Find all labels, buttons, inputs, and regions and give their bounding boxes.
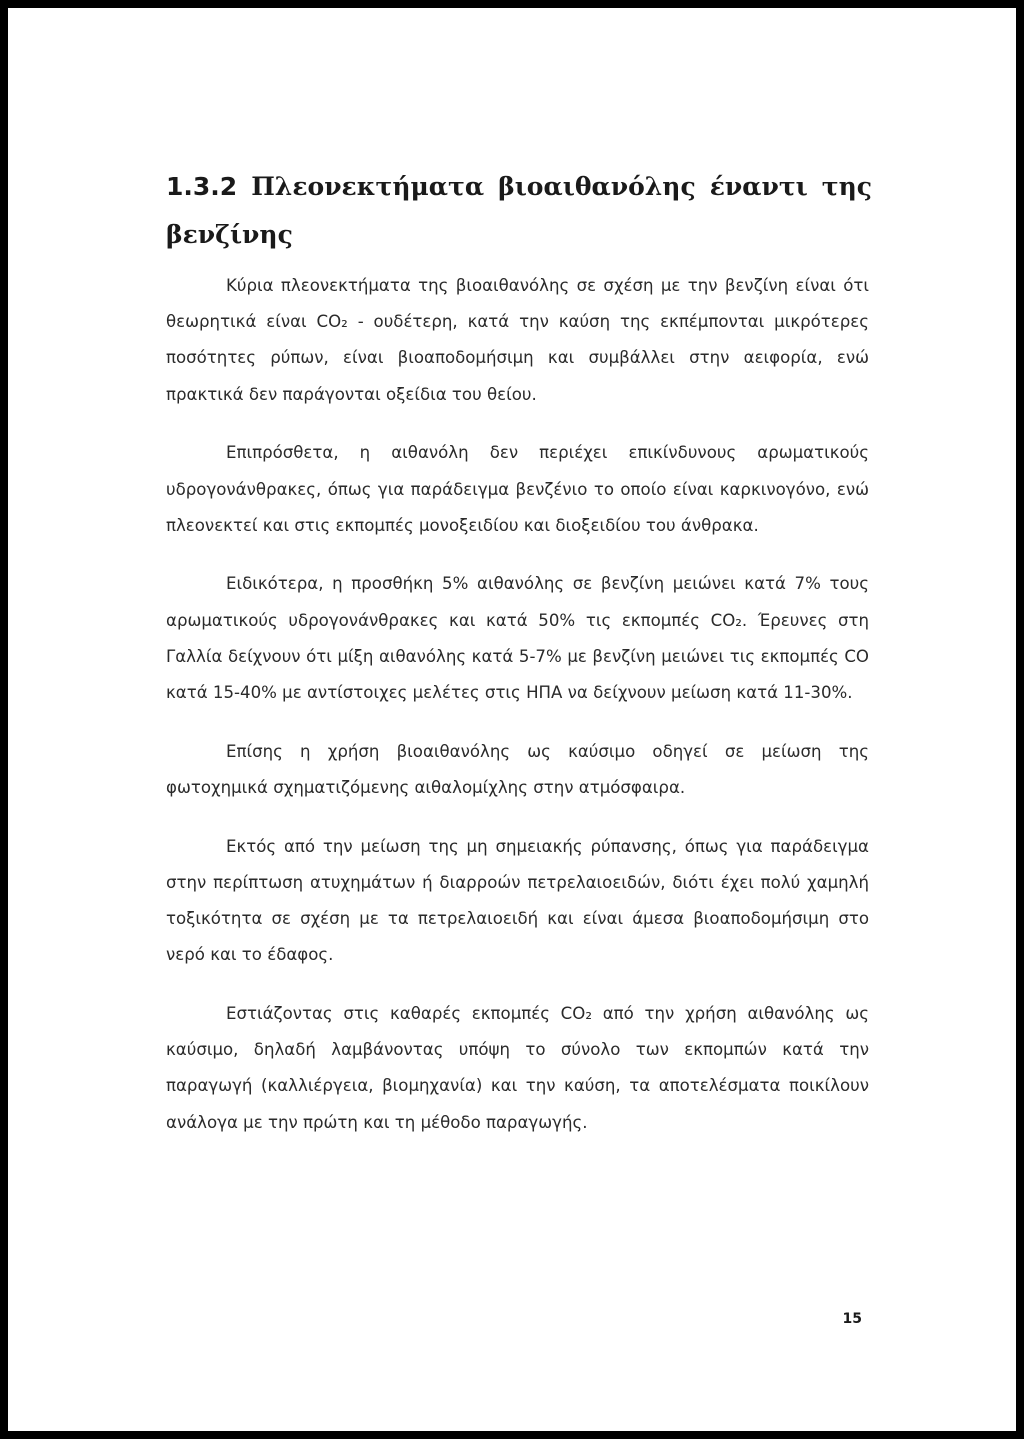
- paragraph: Επίσης η χρήση βιοαιθανόλης ως καύσιμο οδηγεί σε μείωση της φωτοχημικά σχηματιζόμενης αιθαλομίχλης στην ατμόσφαιρα.: [166, 741, 869, 797]
- document-page: [8, 8, 1016, 1431]
- paragraph: Εστιάζοντας στις καθαρές εκπομπές CO₂ από την χρήση αιθανόλης ως καύσιμο, δηλαδή λαμβάνοντας υπόψη το σύνολο των εκπομπών κατά την παραγωγή (καλλιέργεια, βιομηχανία) και την καύση, τα αποτελέσματα ποικίλουν ανάλογα με την πρώτη και τη μέθοδο παραγωγής.: [166, 1003, 869, 1132]
- section-heading-word: Πλεονεκτήματα: [251, 172, 485, 201]
- paragraph: Επιπρόσθετα, η αιθανόλη δεν περιέχει επικίνδυνους αρωματικούς υδρογονάνθρακες, όπως για παράδειγμα βενζένιο το οποίο είναι καρκινογόνο, ενώ πλεονεκτεί και στις εκπομπές μονοξειδίου και διοξειδίου του άνθρακα.: [166, 443, 869, 535]
- section-heading-word: έναντι: [709, 172, 808, 201]
- section-heading-line-2: βενζίνης: [166, 220, 293, 249]
- paragraph: Κύρια πλεονεκτήματα της βιοαιθανόλης σε σχέση με την βενζίνη είναι ότι θεωρητικά είναι CO₂ - ουδέτερη, κατά την καύση της εκπέμπονται μικρότερες ποσότητες ρύπων, είναι βιοαποδομήσιμη και συμβάλλει στην αειφορία, ενώ πρακτικά δεν παράγονται οξείδια του θείου.: [166, 276, 869, 404]
- body-text: [166, 268, 869, 1163]
- section-number: 1.3.2: [166, 172, 238, 201]
- paragraph: Εκτός από την μείωση της μη σημειακής ρύπανσης, όπως για παράδειγμα στην περίπτωση ατυχημάτων ή διαρροών πετρελαιοειδών, διότι έχει πολύ χαμηλή τοξικότητα σε σχέση με τα πετρελαιοειδή και είναι άμεσα βιοαποδομήσιμη στο νερό και το έδαφος.: [166, 836, 869, 965]
- section-heading-word: βιοαιθανόλης: [498, 172, 696, 201]
- page-number: 15: [842, 1311, 862, 1327]
- section-heading-word: της: [821, 172, 872, 201]
- paragraph: Ειδικότερα, η προσθήκη 5% αιθανόλης σε βενζίνη μειώνει κατά 7% τους αρωματικούς υδρογονάνθρακες και κατά 50% τις εκπομπές CO₂. Έρευνες στη Γαλλία δείχνουν ότι μίξη αιθανόλης κατά 5-7% με βενζίνη μειώνει τις εκπομπές CO κατά 15-40% με αντίστοιχες μελέτες στις ΗΠΑ να δείχνουν μείωση κατά 11-30%.: [166, 574, 869, 703]
- section-heading-line-1: [166, 163, 872, 211]
- section-heading: [166, 163, 872, 259]
